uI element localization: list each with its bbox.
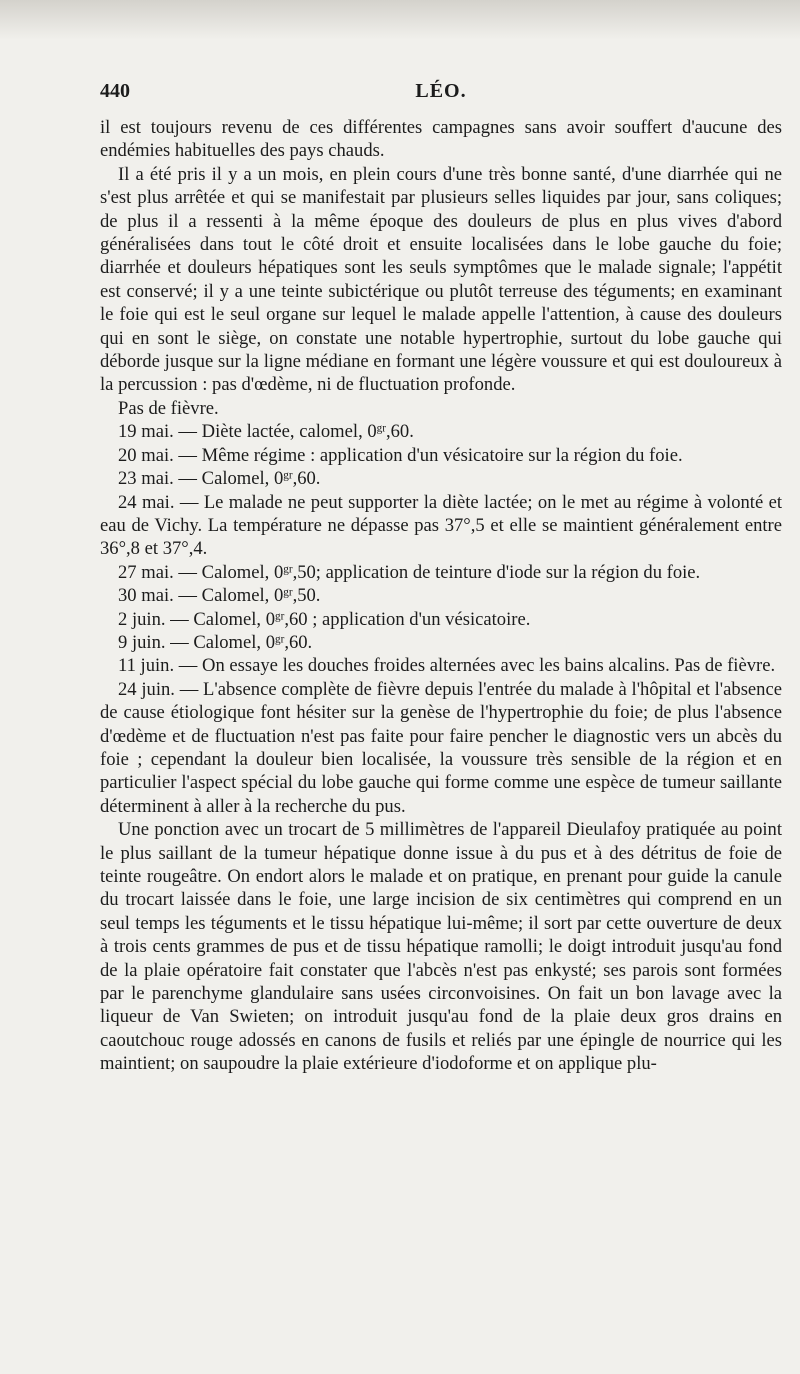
paragraph: Il a été pris il y a un mois, en plein cours d'une très bonne santé, d'une diarrhée qui ne s'est plus arrêtée et qui se manifestait par plusieurs selles liquides par jour, sans coliques; de plus il a ressenti à la même époque des douleurs de plus en plus vives d'abord généralisées dans tout le côté droit et ensuite localisées dans le lobe gauche du foie; diarrhée et douleurs hépatiques sont les seuls symptômes que le malade signale; l'appétit est conservé; il y a une teinte subictérique ou plutôt terreuse des téguments; en examinant le foie qui est le seul organe sur lequel le malade appelle l'attention, à cause des douleurs qui en sont le siège, on constate une notable hypertrophie, surtout du lobe gauche qui déborde jusque sur la ligne médiane en formant une légère voussure et qui est douloureux à la percussion : pas d'œdème, ni de fluctuation profonde. [100, 163, 782, 396]
body-text [100, 116, 782, 1076]
paragraph: 23 mai. — Calomel, $0^{gr},60$. [118, 468, 321, 490]
paragraph: 2 juin. — Calomel, $0^{gr},60$ ; application d'un vésicatoire. [118, 608, 531, 630]
running-title: LÉO. [415, 80, 467, 102]
paragraph: 9 juin. — Calomel, $0^{gr},60$. [118, 631, 313, 653]
paragraph: Pas de fièvre. [118, 397, 219, 419]
paragraph: 24 mai. — Le malade ne peut supporter la diète lactée; on le met au régime à volonté et eau de Vichy. La température ne dépasse pas 37°,5 et elle se maintient généralement entre 36°,8 et 37°,4. [100, 491, 782, 560]
page-top-edge [0, 0, 800, 40]
paragraph: 11 juin. — On essaye les douches froides alternées avec les bains alcalins. Pas de fièvre. [118, 655, 776, 677]
paragraph: 24 juin. — L'absence complète de fièvre depuis l'entrée du malade à l'hôpital et l'absence de cause étiologique font hésiter sur la genèse de l'hypertrophie du foie; de plus l'absence d'œdème et de fluctuation n'est pas faite pour faire pencher le diagnostic vers un abcès du foie ; cependant la douleur bien localisée, la voussure très sensible de la région et en particulier l'aspect spécial du lobe gauche qui forme comme une espèce de tumeur saillante déterminent à aller à la recherche du pus. [100, 678, 782, 817]
paragraph: il est toujours revenu de ces différentes campagnes sans avoir souffert d'aucune des endémies habituelles des pays chauds. [100, 117, 782, 162]
paragraph: Une ponction avec un trocart de 5 millimètres de l'appareil Dieulafoy pratiquée au point le plus saillant de la tumeur hépatique donne issue à du pus et à des détritus de foie de teinte rougeâtre. On endort alors le malade et on pratique, en prenant pour guide la canule du trocart laissée dans le foie, une large incision de six centimètres qui comprend en un seul temps les téguments et le tissu hépatique lui-même; il sort par cette ouverture de deux à trois cents grammes de pus et de tissu hépatique ramolli; le doigt introduit jusqu'au fond de la plaie opératoire fait constater que l'abcès n'est pas enkysté; ses parois sont formées par le parenchyme glandulaire sans usées circonvoisines. On fait un bon lavage avec la liqueur de Van Swieten; on introduit jusqu'au fond de la plaie deux gros drains en caoutchouc rouge adossés en canons de fusils et reliés par une épingle de nourrice qui les maintient; on saupoudre la plaie extérieure d'iodoforme et on applique plu- [100, 819, 782, 1075]
page-header [100, 80, 782, 108]
paragraph: 20 mai. — Même régime : application d'un vésicatoire sur la région du foie. [118, 444, 683, 466]
paragraph: 19 mai. — Diète lactée, calomel, $0^{gr},60$. [118, 421, 414, 443]
paragraph: 27 mai. — Calomel, $0^{gr},50$; application de teinture d'iode sur la région du foie. [118, 561, 701, 583]
page-number: 440 [100, 80, 130, 102]
paragraph: 30 mai. — Calomel, $0^{gr},50$. [118, 585, 321, 607]
